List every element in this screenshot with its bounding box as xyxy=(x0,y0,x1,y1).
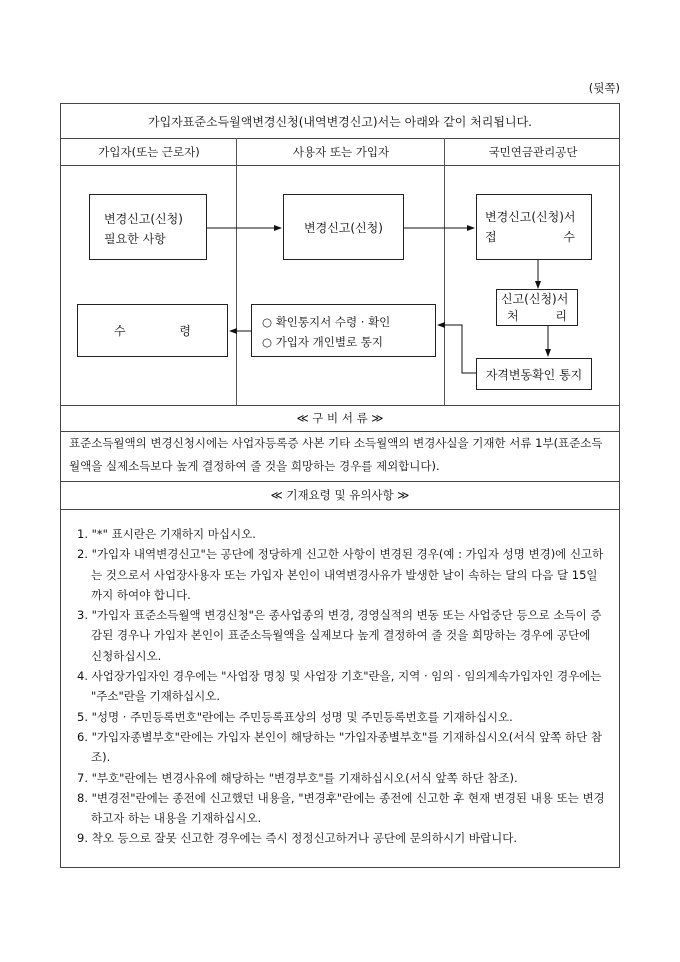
note-item: 6. "가입자종별부호"란에는 가입자 본인이 해당하는 "가입자종별부호"를 기재하십시오(서식 앞쪽 하단 참조). xyxy=(77,729,602,765)
box-text: ○ 가입자 개인별로 통지 xyxy=(262,335,383,349)
arrow-left xyxy=(438,325,476,373)
docs-header: ≪ 구 비 서 류 ≫ xyxy=(296,411,384,425)
note-item: 2. "가입자 내역변경신고"는 공단에 정당하게 신고한 사항이 변경된 경우(예 : 가입자 성명 변경)에 신고하는 것으로서 사업장사용자 또는 가입자 본인이 내역변경사유가 발생한 날이 속하는 달의 다음 달 15일까지 하여야 합니다. xyxy=(77,547,604,602)
box-text: 수 xyxy=(114,324,126,338)
column-header-nps: 국민연금관리공단 xyxy=(488,144,578,159)
box-text: ○ 확인통지서 수령 · 확인 xyxy=(262,315,391,329)
box-text: 수 xyxy=(563,230,575,244)
box-text: 처 xyxy=(507,309,519,323)
page-side-label: (뒷쪽) xyxy=(588,81,620,95)
note-item: 8. "변경전"란에는 종전에 신고했던 내용을, "변경후"란에는 종전에 신고한 후 현재 변경된 내용 또는 변경하고자 하는 내용을 기재하십시오. xyxy=(77,790,605,826)
box-text: 자격변동확인 통지 xyxy=(485,367,583,382)
box-text: 접 xyxy=(485,230,497,244)
box-confirm xyxy=(251,304,436,357)
note-item: 9. 착오 등으로 잘못 신고한 경우에는 즉시 정정신고하거나 공단에 문의하시기 바랍니다. xyxy=(77,831,517,846)
note-item: 1. "*" 표시란은 기재하지 마십시오. xyxy=(77,527,256,541)
box-process xyxy=(496,289,578,326)
docs-text: 표준소득월액의 변경신청시에는 사업자등록증 사본 기타 소득월액의 변경사실을 기재한 서류 1부(표준소득월액을 실제소득보다 높게 결정하여 줄 것을 희망하는 경우를 제외합니다). xyxy=(69,436,603,473)
column-header-subscriber: 가입자(또는 근로자) xyxy=(98,144,200,159)
note-item: 4. 사업장가입자인 경우에는 "사업장 명칭 및 사업장 기호"란을, 지역 · 임의 · 임의계속가입자인 경우에는 "주소"란을 기재하십시오. xyxy=(77,669,602,704)
table-title: 가입자표준소득월액변경신청(내역변경신고)서는 아래와 같이 처리됩니다. xyxy=(148,114,532,129)
box-text: 령 xyxy=(179,324,191,338)
box-text: 신고(신청)서 xyxy=(501,292,569,306)
column-header-employer: 사용자 또는 가입자 xyxy=(292,144,390,159)
box-text: 리 xyxy=(555,309,567,323)
box-receipt xyxy=(77,304,228,357)
notes-header: ≪ 기재요령 및 유의사항 ≫ xyxy=(270,488,410,502)
box-receive xyxy=(476,194,592,260)
box-submit xyxy=(283,194,404,260)
box-text: 변경신고(신청) xyxy=(104,212,183,226)
box-text: 변경신고(신청) xyxy=(304,220,383,235)
box-notice xyxy=(476,358,592,390)
note-item: 7. "부호"란에는 변경사유에 해당하는 "변경부호"를 기재하십시오(서식 앞쪽 하단 참조). xyxy=(77,770,518,785)
note-item: 5. "성명 · 주민등록번호"란에는 주민등록표상의 성명 및 주민등록번호를 기재하십시오. xyxy=(77,709,513,724)
box-text: 필요한 사항 xyxy=(104,232,166,246)
box-text: 변경신고(신청)서 xyxy=(485,210,576,224)
box-change-needed xyxy=(89,194,207,260)
note-item: 3. "가입자 표준소득월액 변경신청"은 종사업종의 변경, 경영실적의 변동 또는 사업중단 등으로 소득이 증감된 경우나 가입자 본인이 표준소득월액을 실제보다 높게 결정하여 줄 것을 희망하는 경우에 공단에 신청하십시오. xyxy=(77,608,602,663)
